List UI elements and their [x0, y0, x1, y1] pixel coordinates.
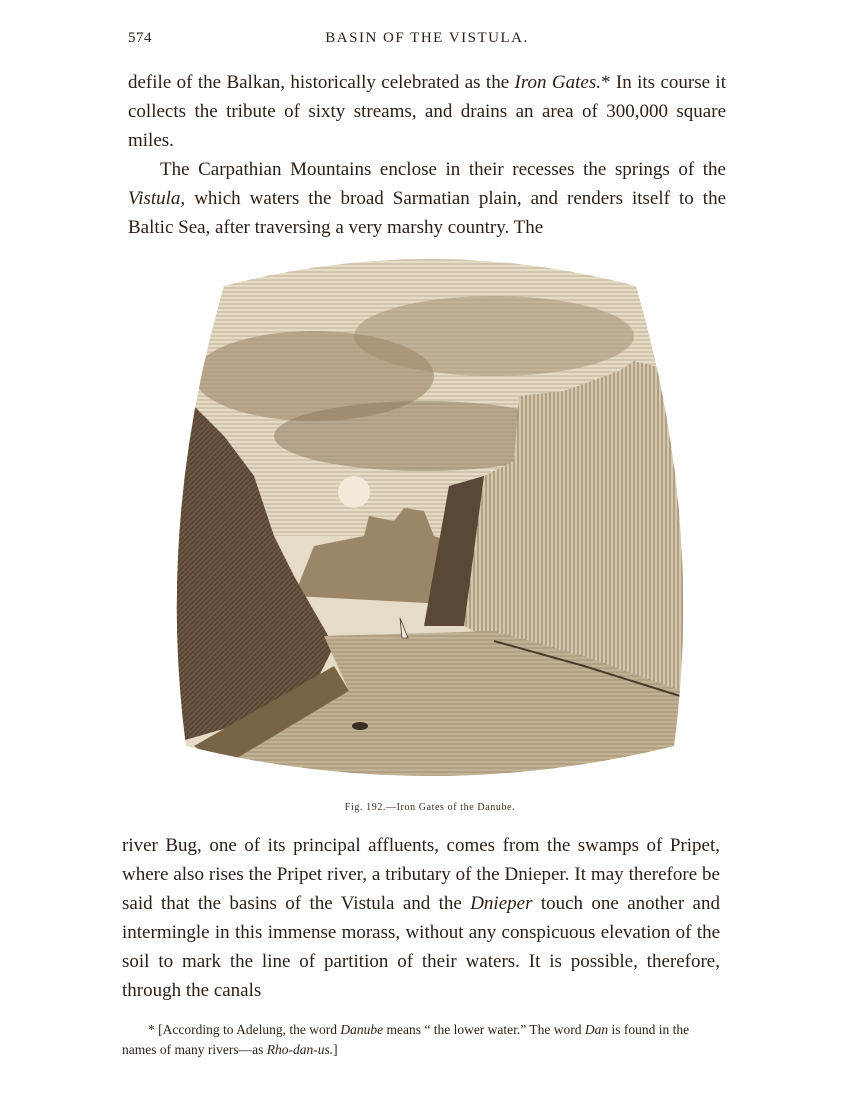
- text-segment: touch one another and intermingle in this immense morass, without any conspicuous elevation of the soil to mark the line of partition of their waters. It is possible, therefore, through the canals: [122, 893, 720, 1001]
- italic-term-dan: Dan: [584, 1022, 609, 1037]
- italic-term-dnieper: Dnieper: [470, 893, 533, 914]
- engraving-iron-gates: [164, 246, 696, 794]
- text-segment: which waters the broad Sarmatian plain, and renders itself to the Baltic Sea, after traversing a very marshy country. The: [128, 188, 726, 238]
- top-text-block: [128, 68, 726, 242]
- paragraph-carpathian: [128, 155, 726, 242]
- page-number: 574: [128, 30, 152, 46]
- text-segment: The Carpathian Mountains enclose in their recesses the springs of the: [160, 159, 726, 180]
- text-segment: ]: [333, 1042, 338, 1057]
- text-segment: is found in the names of many rivers—as: [122, 1022, 690, 1057]
- text-segment: * In its course it collects the tribute of sixty streams, and drains an area of 300,000 square miles.: [128, 72, 726, 151]
- running-title: BASIN OF THE VISTULA.: [325, 30, 529, 46]
- footnote-text: [122, 1020, 720, 1060]
- running-head: [128, 30, 726, 52]
- paragraph-bug-river: [122, 831, 720, 1005]
- text-segment: defile of the Balkan, historically celebrated as the: [128, 72, 515, 93]
- figure-caption: Fig. 192.—Iron Gates of the Danube.: [344, 802, 516, 813]
- text-segment: * [According to Adelung, the word: [148, 1022, 341, 1037]
- italic-term-vistula: Vistula,: [128, 188, 186, 209]
- engraving-illustration: [164, 246, 696, 794]
- italic-term-iron-gates: Iron Gates.: [514, 72, 602, 93]
- text-segment: river Bug, one of its principal affluents, comes from the swamps of Pripet, where also rises the Pripet river, a tributary of the Dnieper. It may therefore be said that the basins of the Vistula and the: [122, 835, 720, 914]
- footnote: [122, 1020, 720, 1060]
- italic-term-rhodanus: Rho-dan-us.: [266, 1042, 334, 1057]
- paragraph-continued: [128, 68, 726, 155]
- bottom-text-block: [122, 831, 720, 1005]
- italic-term-danube: Danube: [340, 1022, 384, 1037]
- text-segment: means “ the lower water.” The word: [383, 1022, 585, 1037]
